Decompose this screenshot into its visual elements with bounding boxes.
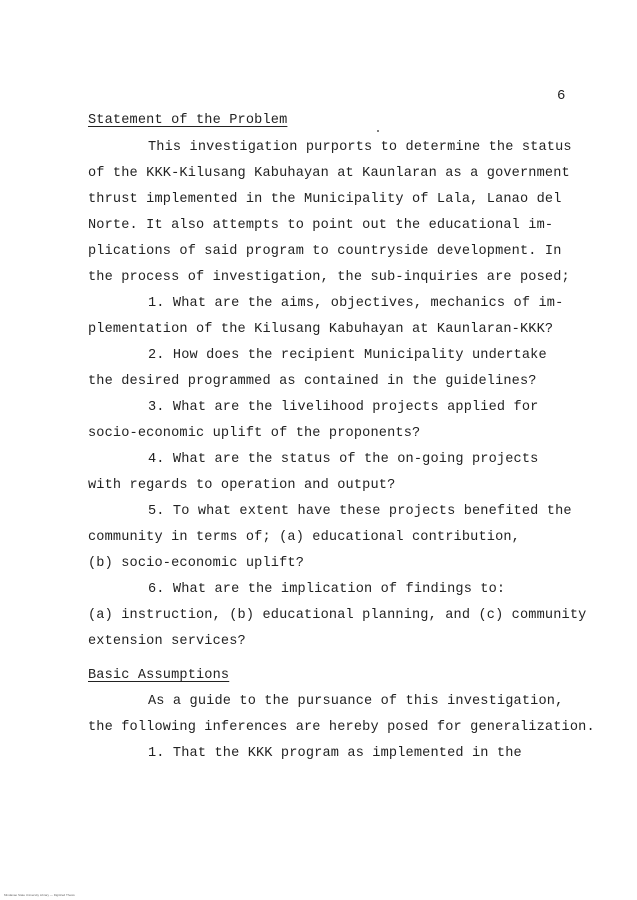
list-item-line: 5. To what extent have these projects benefited the	[148, 504, 572, 519]
paragraph-line: Norte. It also attempts to point out the educational im-	[88, 218, 554, 233]
list-item-line: the desired programmed as contained in the guidelines?	[88, 374, 537, 389]
list-item-line: extension services?	[88, 634, 246, 649]
list-item-line: 4. What are the status of the on-going projects	[148, 452, 539, 467]
paragraph-line: plications of said program to countryside development. In	[88, 244, 562, 259]
list-item-line: (b) socio-economic uplift?	[88, 556, 304, 571]
section-heading-basic-assumptions: Basic Assumptions	[88, 668, 230, 683]
paragraph-line: As a guide to the pursuance of this investigation,	[148, 694, 564, 709]
list-item-line: 2. How does the recipient Municipality undertake	[148, 348, 547, 363]
list-item-line: 6. What are the implication of findings to:	[148, 582, 506, 597]
list-item-line: 1. What are the aims, objectives, mechanics of im-	[148, 296, 564, 311]
list-item-line: socio-economic uplift of the proponents?	[88, 426, 421, 441]
list-item-line: plementation of the Kilusang Kabuhayan at Kaunlaran-KKK?	[88, 322, 554, 337]
paragraph-line: the following inferences are hereby posed for generalization.	[88, 720, 595, 735]
list-item-line: (a) instruction, (b) educational planning, and (c) community	[88, 608, 587, 623]
paragraph-line: thrust implemented in the Municipality of Lala, Lanao del	[88, 192, 562, 207]
paragraph-line: the process of investigation, the sub-inquiries are posed;	[88, 270, 570, 285]
list-item-line: community in terms of; (a) educational contribution,	[88, 530, 520, 545]
section-heading-statement-of-problem: Statement of the Problem	[88, 113, 288, 128]
ink-dot	[377, 130, 379, 132]
list-item-line: with regards to operation and output?	[88, 478, 396, 493]
paragraph-line: This investigation purports to determine the status	[148, 140, 572, 155]
list-item-line: 1. That the KKK program as implemented in the	[148, 746, 522, 761]
page-number: 6	[557, 88, 566, 104]
scan-footer: Mindanao State University Library — Digitized Thesis	[4, 893, 75, 897]
paragraph-line: of the KKK-Kilusang Kabuhayan at Kaunlaran as a government	[88, 166, 570, 181]
list-item-line: 3. What are the livelihood projects applied for	[148, 400, 539, 415]
